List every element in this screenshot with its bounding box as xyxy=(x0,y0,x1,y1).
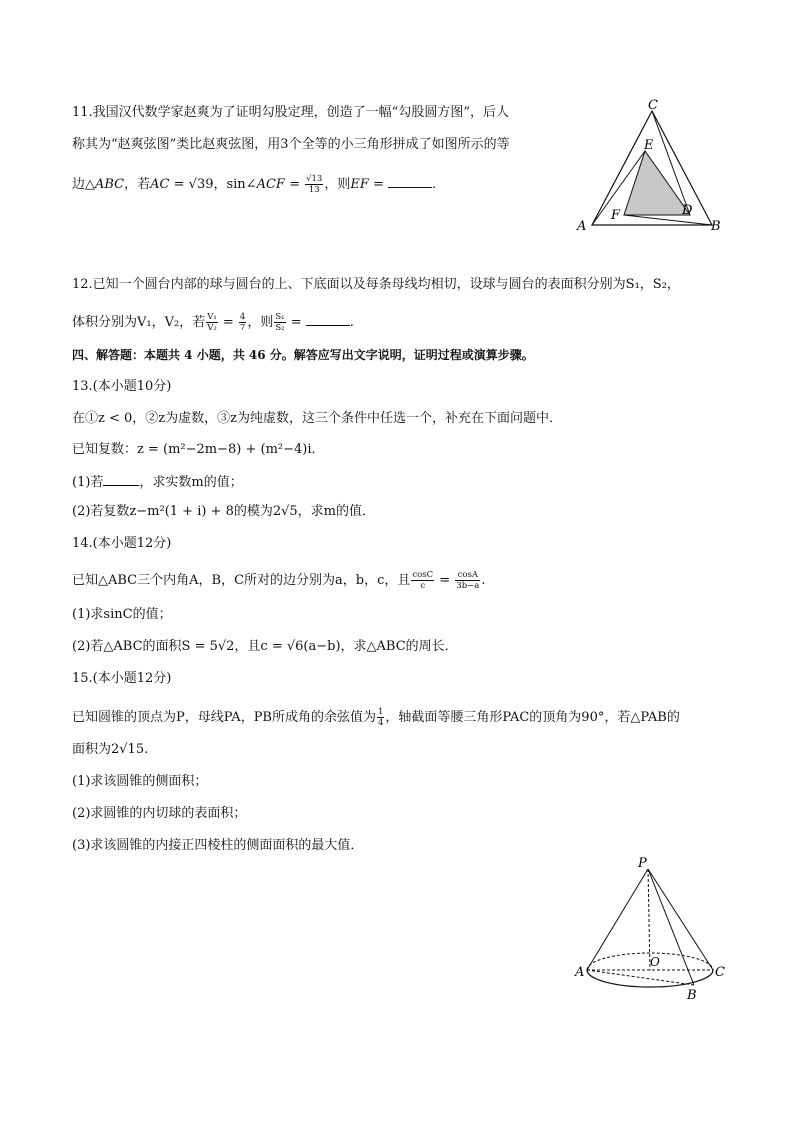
label-b: B xyxy=(687,988,697,1002)
fraction-numerator: S₁ xyxy=(275,312,285,322)
fraction-numerator: cosA xyxy=(455,570,480,581)
fraction-numerator: 4 xyxy=(239,312,246,322)
label-b: B xyxy=(711,219,721,234)
label-a: A xyxy=(577,219,587,234)
fraction-denominator: c xyxy=(420,581,426,591)
q15-line3: (1)求该圆锥的侧面积； xyxy=(72,774,208,789)
q11-line2: 称其为“赵爽弦图”类比赵爽弦图，用3个全等的小三角形拼成了如图所示的等 xyxy=(72,137,510,152)
q11-var-acf: ACF xyxy=(256,177,285,192)
q11-fraction xyxy=(305,174,323,195)
q14-title: 14.(本小题12分) xyxy=(72,536,172,551)
label-c: C xyxy=(715,965,725,980)
q13-text: ，求实数m的值； xyxy=(139,475,243,490)
q11-text: . xyxy=(432,177,437,192)
fraction-numerator: 1 xyxy=(378,707,384,717)
q12-fraction-s xyxy=(274,312,285,333)
fraction-numerator: V₁ xyxy=(207,312,217,322)
q12-text: 体积分别为V₁，V₂，若 xyxy=(72,315,206,330)
shaded-inner-triangle xyxy=(624,151,690,215)
q13-title: 13.(本小题10分) xyxy=(72,379,172,394)
q13-line3 xyxy=(72,474,243,491)
q12-line2 xyxy=(72,312,354,333)
q15-line4: (2)求圆锥的内切球的表面积； xyxy=(72,806,247,821)
q14-text: . xyxy=(481,573,486,588)
q13-line4: (2)若复数z−m²(1 + i) + 8的模为2√5，求m的值． xyxy=(72,504,376,519)
fraction-denominator: 13 xyxy=(308,185,320,195)
q11-text: = xyxy=(368,177,389,192)
q14-fraction-c xyxy=(411,570,434,591)
q15-text: ，轴截面等腰三角形PAC的顶角为90°，若△PAB的 xyxy=(385,710,680,725)
q14-text: = xyxy=(435,573,455,588)
figure-triangle xyxy=(570,98,730,238)
section-heading: 四、解答题：本题共 4 小题，共 46 分。解答应写出文字说明，证明过程或演算步骤。 xyxy=(72,348,534,362)
q12-text: = xyxy=(286,315,306,330)
q11-text: ，若 xyxy=(124,177,151,192)
label-o: O xyxy=(650,955,660,969)
q12-fraction-ratio xyxy=(239,312,246,333)
q15-title: 15.(本小题12分) xyxy=(72,671,172,686)
q12-text: = xyxy=(218,315,238,330)
fraction-denominator: 4 xyxy=(378,718,384,728)
q11-line1: 11.我国汉代数学家赵爽为了证明勾股定理，创造了一幅“勾股圆方图”，后人 xyxy=(72,105,509,120)
q11-text: = xyxy=(284,177,305,192)
q15-text: 已知圆锥的顶点为P，母线PA，PB所成角的余弦值为 xyxy=(72,710,376,725)
label-e: E xyxy=(644,138,654,153)
figure-cone xyxy=(570,852,740,1002)
q11-line3 xyxy=(72,174,436,195)
q14-line2: (1)求sinC的值； xyxy=(72,607,172,622)
label-d: D xyxy=(682,203,693,218)
fraction-denominator: V₂ xyxy=(207,323,217,333)
q14-fraction-a xyxy=(455,570,480,591)
q11-var-abc: ABC xyxy=(95,177,125,192)
generatrix-pa xyxy=(587,869,648,970)
q12-line1: 12.已知一个圆台内部的球与圆台的上、下底面以及每条母线均相切，设球与圆台的表面积分别为S₁，S₂， xyxy=(72,277,680,292)
q11-text: = √39，sin∠ xyxy=(169,177,257,192)
q11-text: 边△ xyxy=(72,177,95,192)
fraction-numerator: √13 xyxy=(306,174,323,184)
q13-line1: 在①z < 0，②z为虚数，③z为纯虚数，这三个条件中任选一个，补充在下面问题中． xyxy=(72,411,562,426)
fraction-denominator: 7 xyxy=(239,323,246,333)
q15-line5: (3)求该圆锥的内接正四棱柱的侧面面积的最大值． xyxy=(72,838,364,853)
q12-text: . xyxy=(349,315,354,330)
q15-line1 xyxy=(72,707,680,728)
fraction-numerator: cosC xyxy=(412,570,434,580)
q14-line3: (2)若△ABC的面积S = 5√2，且c = √6(a−b)，求△ABC的周长． xyxy=(72,639,458,654)
label-c: C xyxy=(648,98,658,113)
chord-ab xyxy=(587,970,694,985)
q13-line2: 已知复数：z = (m²−2m−8) + (m²−4)i． xyxy=(72,442,325,457)
q13-condition-blank[interactable] xyxy=(103,474,139,486)
q15-fraction xyxy=(377,707,384,728)
q14-line1 xyxy=(72,570,485,591)
q11-var-ac: AC xyxy=(150,177,170,192)
label-f: F xyxy=(611,208,621,223)
q11-text: ，则 xyxy=(324,177,351,192)
label-p: P xyxy=(638,856,647,871)
q11-answer-blank[interactable] xyxy=(388,176,432,188)
q11-var-ef: EF xyxy=(350,177,369,192)
q13-text: (1)若 xyxy=(72,475,104,490)
fraction-denominator: 3b−a xyxy=(456,581,480,591)
q12-fraction-v xyxy=(206,312,218,333)
q12-answer-blank[interactable] xyxy=(306,314,350,326)
q12-text: ，则 xyxy=(247,315,274,330)
label-a: A xyxy=(575,965,585,980)
fraction-denominator: S₂ xyxy=(275,323,285,333)
q15-line2: 面积为2√15. xyxy=(72,742,149,757)
segment-bf xyxy=(624,215,712,225)
q14-text: 已知△ABC三个内角A，B，C所对的边分别为a，b，c，且 xyxy=(72,573,411,588)
